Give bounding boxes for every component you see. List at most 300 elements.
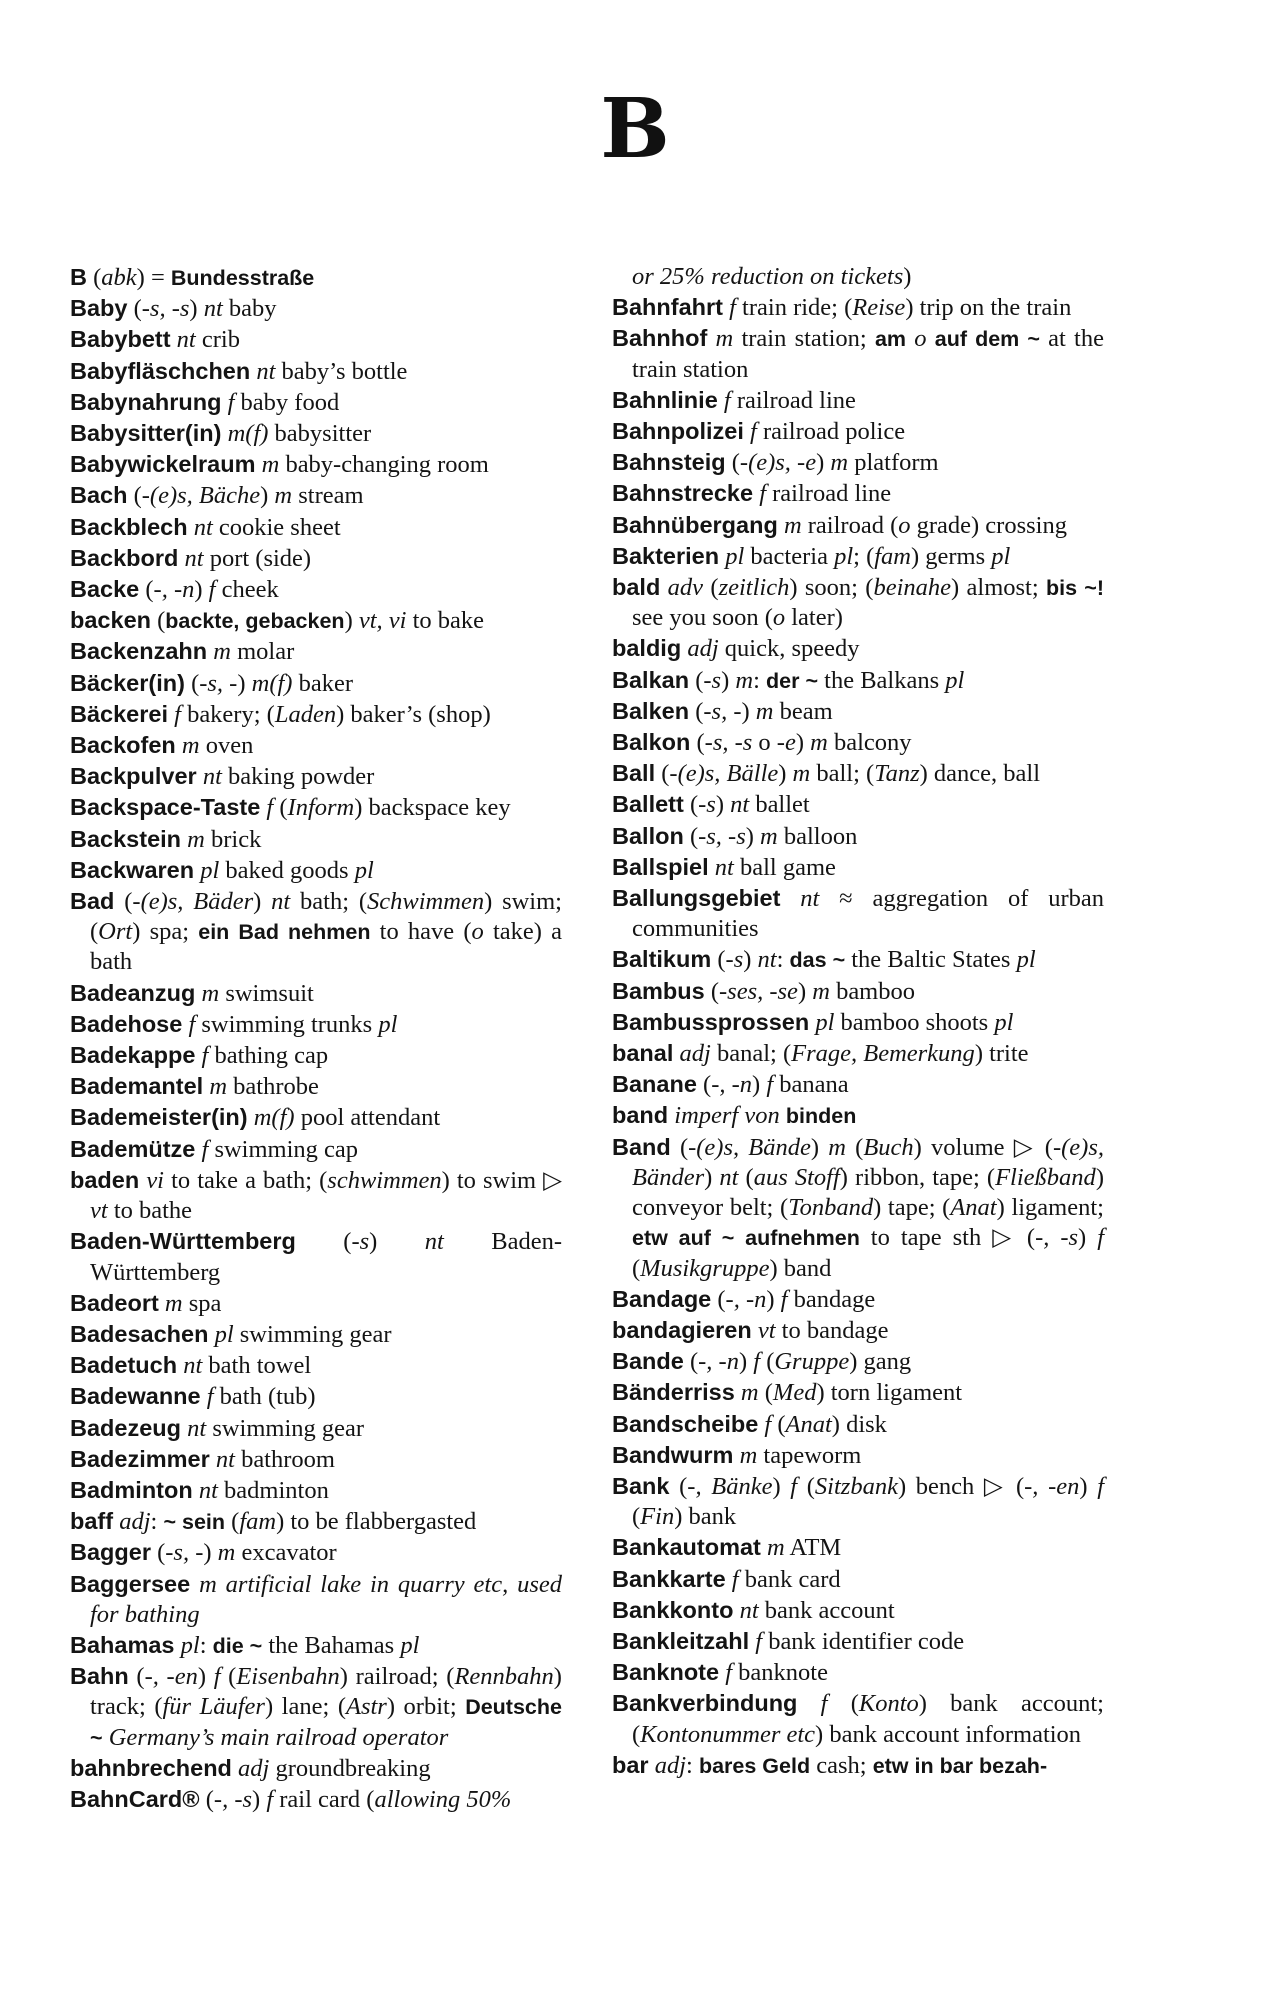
dictionary-entry: Backe (-, -n) f cheek bbox=[70, 576, 279, 604]
headword: Bande bbox=[612, 1348, 684, 1375]
dictionary-entry: Babybett nt crib bbox=[70, 326, 240, 354]
headword: Badewanne bbox=[70, 1383, 201, 1410]
italic-label: f bbox=[206, 1383, 214, 1411]
italic-label: adj bbox=[687, 635, 719, 663]
dictionary-entry: Bänderriss m (Med) torn ligament bbox=[612, 1379, 963, 1407]
dictionary-entry: baldig adj quick, speedy bbox=[612, 635, 860, 663]
dictionary-entry: Backblech nt cookie sheet bbox=[70, 513, 341, 541]
dictionary-entry: Bandscheibe f (Anat) disk bbox=[612, 1410, 887, 1438]
dictionary-entry: Backbord nt port (side) bbox=[70, 544, 312, 572]
italic-label: -, -n bbox=[711, 1071, 753, 1099]
headword: Bagger bbox=[70, 1539, 151, 1566]
headword: Bahn bbox=[70, 1663, 129, 1690]
italic-label: m bbox=[810, 729, 828, 757]
italic-label: Anat bbox=[785, 1410, 832, 1438]
italic-label: Fließband bbox=[995, 1163, 1096, 1191]
italic-label: nt bbox=[176, 326, 196, 354]
dictionary-entry: Badezimmer nt bathroom bbox=[70, 1445, 335, 1473]
italic-label: -, -n bbox=[153, 576, 195, 604]
italic-label: m(f) bbox=[253, 1104, 295, 1132]
italic-label: pl bbox=[991, 542, 1011, 570]
headword: Bahnübergang bbox=[612, 511, 778, 538]
headword: Backwaren bbox=[70, 856, 195, 883]
headword: Ballspiel bbox=[612, 853, 709, 880]
dictionary-entry: B (abk) = Bundesstraße bbox=[70, 264, 315, 291]
headword: bahnbrechend bbox=[70, 1754, 232, 1781]
dictionary-entry: BahnCard® (-, -s) f rail card (allowing 50% bbox=[70, 1785, 512, 1813]
dictionary-entry: Bankverbindung f (Konto) bank account; (Kontonummer etc) bank account information bbox=[612, 1690, 1104, 1748]
italic-label: -(e)s, Bände bbox=[688, 1133, 811, 1161]
italic-label: fam bbox=[239, 1508, 277, 1536]
dictionary-entry: Baby (-s, -s) nt baby bbox=[70, 295, 277, 323]
italic-label: -s, - bbox=[703, 697, 742, 725]
dictionary-entry: Baden-Württemberg (-s) nt Baden-Württemberg bbox=[70, 1228, 562, 1286]
italic-label: imperf von bbox=[674, 1102, 780, 1130]
italic-label: Rennbahn bbox=[454, 1663, 554, 1691]
dictionary-entry bbox=[612, 1100, 1104, 1131]
headword: bandagieren bbox=[612, 1316, 752, 1343]
italic-label: nt bbox=[184, 544, 204, 572]
dictionary-entry: Bandwurm m tapeworm bbox=[612, 1441, 862, 1469]
dictionary-entry: banal adj banal; (Frage, Bemerkung) trite bbox=[612, 1040, 1029, 1068]
italic-label: m bbox=[740, 1379, 759, 1407]
italic-label: m bbox=[187, 825, 205, 853]
headword: Baden-Württemberg bbox=[70, 1228, 296, 1255]
italic-label: f bbox=[1097, 1472, 1104, 1500]
italic-label: f bbox=[723, 386, 731, 414]
bold-phrase: die ~ bbox=[212, 1633, 263, 1658]
left-column bbox=[70, 262, 562, 1815]
dictionary-entry: Banknote f banknote bbox=[612, 1659, 828, 1687]
headword: Baggersee bbox=[70, 1570, 191, 1597]
italic-label: nt bbox=[187, 1414, 207, 1442]
bold-phrase: binden bbox=[785, 1104, 857, 1129]
italic-label: nt bbox=[739, 1596, 759, 1624]
bold-phrase: Deutsche ~ bbox=[90, 1695, 562, 1750]
dictionary-entry: Baltikum (-s) nt: das ~ the Baltic States pl bbox=[612, 946, 1036, 974]
italic-label: m bbox=[830, 449, 849, 477]
dictionary-entry: Bahnlinie f railroad line bbox=[612, 386, 856, 414]
headword: Bahamas bbox=[70, 1631, 175, 1658]
dictionary-entry: Bahnübergang m railroad (o grade) crossing bbox=[612, 511, 1067, 539]
dictionary-entry: Bademeister(in) m(f) pool attendant bbox=[70, 1104, 441, 1132]
italic-label: f bbox=[174, 700, 181, 728]
headword: Badehose bbox=[70, 1010, 183, 1037]
italic-label: f bbox=[790, 1472, 798, 1500]
italic-label: Kontonummer etc bbox=[640, 1720, 816, 1748]
dictionary-entry: Badetuch nt bath towel bbox=[70, 1352, 312, 1380]
italic-label: nt bbox=[183, 1352, 203, 1380]
headword: Bahnlinie bbox=[612, 386, 718, 413]
headword: band bbox=[612, 1102, 669, 1129]
dictionary-entry: Backstein m brick bbox=[70, 825, 262, 853]
italic-label: -, -n bbox=[698, 1348, 739, 1376]
dictionary-entry: or 25% reduction on tickets) bbox=[632, 263, 912, 290]
italic-label: m bbox=[767, 1534, 785, 1562]
dictionary-entry: Babyfläschchen nt baby’s bottle bbox=[70, 357, 408, 385]
italic-label: m(f) bbox=[251, 669, 293, 697]
italic-label: Gruppe bbox=[774, 1348, 850, 1376]
dictionary-entry: Bankleitzahl f bank identifier code bbox=[612, 1627, 965, 1655]
italic-label: f bbox=[266, 1785, 274, 1813]
headword: Baltikum bbox=[612, 946, 712, 973]
italic-label: -s, -s bbox=[704, 729, 753, 757]
italic-label: nt bbox=[719, 1163, 739, 1191]
headword: bald bbox=[612, 574, 661, 601]
dictionary-entry: Band (-(e)s, Bände) m (Buch) volume ▷ (-(e)s, Bänder) nt (aus Stoff) ribbon, tape; (Fließband) conveyor belt; (Tonband) tape; (Anat) ligament; etw auf ~ aufnehmen to tape sth ▷ (-, -s) f (Musikgruppe) band bbox=[612, 1133, 1104, 1282]
headword: Backspace-Taste bbox=[70, 794, 261, 821]
italic-label: Musikgruppe bbox=[640, 1254, 770, 1282]
dictionary-entry: backen (backte, gebacken) vt, vi to bake bbox=[70, 607, 485, 635]
headword: backen bbox=[70, 607, 151, 634]
italic-label: vt, vi bbox=[358, 607, 407, 635]
italic-label: o bbox=[914, 325, 927, 353]
italic-label: Ort bbox=[98, 918, 133, 946]
headword: Backblech bbox=[70, 513, 188, 540]
dictionary-entry: Ballungsgebiet nt ≈ aggregation of urban communities bbox=[612, 885, 1104, 943]
dictionary-entry: Bahnsteig (-(e)s, -e) m platform bbox=[612, 449, 939, 477]
italic-label: f bbox=[820, 1690, 828, 1718]
dictionary-entry: Balken (-s, -) m beam bbox=[612, 697, 833, 725]
headword: Balkan bbox=[612, 666, 690, 693]
dictionary-entry: Badekappe f bathing cap bbox=[70, 1042, 329, 1070]
italic-label: f bbox=[764, 1410, 772, 1438]
italic-label: f bbox=[780, 1285, 788, 1313]
italic-label: -s, -s bbox=[698, 822, 746, 850]
italic-label: -s bbox=[698, 791, 716, 819]
italic-label: m bbox=[181, 732, 200, 760]
dictionary-entry: baden vi to take a bath; (schwimmen) to swim ▷ vt to bathe bbox=[70, 1166, 563, 1225]
dictionary-entry: Badminton nt badminton bbox=[70, 1476, 329, 1504]
italic-label: f bbox=[731, 1565, 739, 1593]
headword: Backenzahn bbox=[70, 638, 208, 665]
headword: BahnCard® bbox=[70, 1785, 200, 1812]
italic-label: m bbox=[715, 325, 734, 353]
headword: bar bbox=[612, 1751, 649, 1778]
dictionary-entry: Ball (-(e)s, Bälle) m ball; (Tanz) dance, ball bbox=[612, 760, 1041, 788]
italic-label: nt bbox=[424, 1228, 444, 1256]
italic-label: pl bbox=[200, 856, 220, 884]
italic-label: nt bbox=[714, 853, 734, 881]
bold-phrase: etw in bar bezah- bbox=[872, 1753, 1048, 1778]
headword: Bankautomat bbox=[612, 1534, 761, 1561]
dictionary-entry: Badesachen pl swimming gear bbox=[70, 1320, 392, 1348]
italic-label: Inform bbox=[287, 794, 355, 822]
dictionary-entry: Bagger (-s, -) m excavator bbox=[70, 1539, 337, 1567]
italic-label: -, -s bbox=[1035, 1224, 1079, 1252]
headword: Bänderriss bbox=[612, 1379, 735, 1406]
dictionary-entry: Badeanzug m swimsuit bbox=[70, 979, 314, 1007]
headword: Badeort bbox=[70, 1289, 159, 1316]
italic-label: m bbox=[792, 760, 811, 788]
italic-label: m bbox=[213, 638, 231, 666]
italic-label: zeitlich bbox=[718, 574, 790, 602]
italic-label: nt bbox=[271, 888, 291, 916]
headword: Bademeister(in) bbox=[70, 1104, 248, 1131]
italic-label: Frage, Bemerkung bbox=[791, 1040, 975, 1068]
dictionary-entry: Bach (-(e)s, Bäche) m stream bbox=[70, 482, 364, 510]
italic-label: pl bbox=[945, 666, 965, 694]
italic-label: Reise bbox=[852, 294, 906, 322]
dictionary-entry: Bank (-, Bänke) f (Sitzbank) bench ▷ (-, -en) f (Fin) bank bbox=[612, 1472, 1104, 1531]
headword: Bakterien bbox=[612, 542, 720, 569]
headword: Bach bbox=[70, 482, 128, 509]
italic-label: pl bbox=[994, 1008, 1014, 1036]
italic-label: nt bbox=[202, 763, 222, 791]
italic-label: m bbox=[209, 1073, 228, 1101]
headword: Balken bbox=[612, 697, 690, 724]
headword: Band bbox=[612, 1133, 671, 1160]
italic-label: f bbox=[201, 1135, 209, 1163]
right-column bbox=[612, 262, 1104, 1781]
italic-label: -e bbox=[776, 729, 796, 757]
italic-label: nt bbox=[215, 1445, 235, 1473]
italic-label: adj bbox=[119, 1508, 151, 1536]
italic-label: Anat bbox=[950, 1194, 997, 1222]
italic-label: nt bbox=[198, 1476, 218, 1504]
italic-label: -s, - bbox=[199, 669, 238, 697]
italic-label: nt bbox=[203, 295, 223, 323]
headword: Bahnfahrt bbox=[612, 294, 723, 321]
italic-label: Eisenbahn bbox=[236, 1663, 340, 1691]
dictionary-entry: Bandage (-, -n) f bandage bbox=[612, 1285, 876, 1313]
italic-label: f bbox=[1097, 1224, 1104, 1252]
italic-label: f bbox=[227, 388, 235, 416]
dictionary-entry: Badehose f swimming trunks pl bbox=[70, 1010, 398, 1038]
bold-phrase: der ~ bbox=[766, 668, 819, 693]
headword: Babysitter(in) bbox=[70, 420, 222, 447]
italic-label: o bbox=[471, 918, 484, 946]
bold-phrase: ~ sein bbox=[163, 1510, 226, 1535]
italic-label: f bbox=[266, 794, 274, 822]
headword: Bambus bbox=[612, 977, 705, 1004]
dictionary-entry: Bäckerei f bakery; (Laden) baker’s (shop) bbox=[70, 700, 491, 728]
italic-label: adj bbox=[679, 1040, 711, 1068]
headword: Bahnsteig bbox=[612, 449, 726, 476]
italic-label: -, -en bbox=[1024, 1472, 1080, 1500]
italic-label: m bbox=[812, 977, 830, 1005]
italic-label: m bbox=[739, 1441, 758, 1469]
headword: Badezimmer bbox=[70, 1445, 210, 1472]
italic-label: or 25% reduction on tickets bbox=[632, 263, 904, 290]
dictionary-entry: bar adj: bares Geld cash; etw in bar bezah- bbox=[612, 1751, 1048, 1779]
headword: baden bbox=[70, 1166, 140, 1193]
headword: Bankkonto bbox=[612, 1596, 734, 1623]
italic-label: m bbox=[755, 697, 774, 725]
headword: Backe bbox=[70, 576, 140, 603]
headword: Bademantel bbox=[70, 1073, 204, 1100]
italic-label: f bbox=[755, 1627, 763, 1655]
dictionary-entry: Bahnfahrt f train ride; (Reise) trip on the train bbox=[612, 294, 1072, 322]
headword: banal bbox=[612, 1040, 674, 1067]
bold-phrase: backte, gebacken bbox=[165, 609, 345, 634]
dictionary-entry: Badeort m spa bbox=[70, 1289, 222, 1317]
headword: Bahnpolizei bbox=[612, 418, 744, 445]
headword: Balkon bbox=[612, 729, 691, 756]
italic-label: -s, -s bbox=[141, 295, 190, 323]
italic-label: f bbox=[213, 1663, 221, 1691]
italic-label: -s bbox=[703, 666, 722, 694]
headword: Bandage bbox=[612, 1285, 712, 1312]
headword: Badeanzug bbox=[70, 979, 196, 1006]
italic-label: nt bbox=[800, 885, 820, 913]
headword: Babybett bbox=[70, 326, 171, 353]
dictionary-entry: Backofen m oven bbox=[70, 732, 254, 760]
italic-label: -s bbox=[351, 1228, 370, 1256]
italic-label: pl bbox=[834, 542, 854, 570]
headword: Backofen bbox=[70, 732, 176, 759]
headword: Bankverbindung bbox=[612, 1690, 798, 1717]
headword: Babyfläschchen bbox=[70, 357, 251, 384]
dictionary-entry: Bande (-, -n) f (Gruppe) gang bbox=[612, 1348, 912, 1376]
italic-label: f bbox=[750, 418, 757, 446]
italic-label: m bbox=[217, 1539, 236, 1567]
italic-label: m bbox=[201, 979, 220, 1007]
italic-label: adv bbox=[667, 574, 704, 602]
dictionary-entry: Bahn (-, -en) f (Eisenbahn) railroad; (Rennbahn) track; (für Läufer) lane; (Astr) orbit; Deutsche ~ Germany’s main railroad operator bbox=[70, 1663, 562, 1751]
dictionary-entry: Babynahrung f baby food bbox=[70, 388, 340, 416]
headword: Bank bbox=[612, 1472, 670, 1499]
dictionary-entry: Banane (-, -n) f banana bbox=[612, 1071, 849, 1099]
section-letter: B bbox=[600, 81, 670, 177]
headword: Babywickelraum bbox=[70, 451, 256, 478]
italic-label: -, -en bbox=[144, 1663, 198, 1691]
italic-label: -(e)s, Bälle bbox=[669, 760, 779, 788]
dictionary-entry: Bahnstrecke f railroad line bbox=[612, 480, 892, 508]
dictionary-entry: Bahnhof m train station; am o auf dem ~ at the train station bbox=[612, 325, 1104, 383]
italic-label: fam bbox=[874, 542, 911, 570]
italic-label: nt bbox=[193, 513, 213, 541]
italic-label: pl bbox=[214, 1320, 234, 1348]
italic-label: nt bbox=[757, 946, 777, 974]
bold-phrase: Bundesstraße bbox=[170, 266, 315, 290]
headword: Banane bbox=[612, 1071, 697, 1098]
headword: Baby bbox=[70, 295, 128, 322]
italic-label: Fin bbox=[640, 1503, 675, 1531]
italic-label: pl bbox=[400, 1631, 420, 1659]
italic-label: o bbox=[772, 604, 786, 632]
italic-label: f bbox=[208, 576, 216, 604]
headword: Bambussprossen bbox=[612, 1008, 810, 1035]
headword: Ballungsgebiet bbox=[612, 885, 781, 912]
headword: Bankleitzahl bbox=[612, 1627, 750, 1654]
bold-phrase: ein Bad nehmen bbox=[198, 920, 371, 945]
italic-label: m bbox=[828, 1133, 846, 1161]
headword: Bahnhof bbox=[612, 325, 708, 352]
dictionary-entry: Badezeug nt swimming gear bbox=[70, 1414, 365, 1442]
headword: Ballett bbox=[612, 791, 684, 818]
italic-label: Astr bbox=[346, 1693, 387, 1721]
italic-label: f bbox=[759, 480, 767, 508]
dictionary-entry: bald adv (zeitlich) soon; (beinahe) almost; bis ~! see you soon (o later) bbox=[612, 574, 1104, 632]
italic-label: -, Bänke bbox=[687, 1472, 773, 1500]
dictionary-entry: Backpulver nt baking powder bbox=[70, 763, 375, 791]
italic-label: f bbox=[766, 1071, 774, 1099]
italic-label: für Läufer bbox=[162, 1693, 265, 1721]
italic-label: m bbox=[164, 1289, 183, 1317]
bold-phrase: bis ~! bbox=[1046, 576, 1104, 601]
headword: Badetuch bbox=[70, 1352, 178, 1379]
headword: baldig bbox=[612, 635, 682, 662]
italic-label: Tonband bbox=[788, 1194, 874, 1222]
italic-label: f bbox=[753, 1348, 761, 1376]
dictionary-entry: Babysitter(in) m(f) babysitter bbox=[70, 420, 372, 448]
italic-label: Med bbox=[772, 1379, 817, 1407]
headword: Badekappe bbox=[70, 1042, 196, 1069]
italic-label: -s bbox=[725, 946, 744, 974]
italic-label: pl bbox=[180, 1631, 200, 1659]
dictionary-entry: Backenzahn m molar bbox=[70, 638, 295, 666]
italic-label: adj bbox=[238, 1754, 270, 1782]
italic-label: o bbox=[898, 511, 911, 539]
bold-phrase: bares Geld bbox=[698, 1753, 811, 1778]
headword: Bad bbox=[70, 888, 115, 915]
dictionary-entry: Bankkarte f bank card bbox=[612, 1565, 841, 1593]
dictionary-entry: Ballett (-s) nt ballet bbox=[612, 791, 810, 819]
italic-label: abk bbox=[101, 264, 137, 291]
italic-label: pl bbox=[1016, 946, 1036, 974]
headword: Bademütze bbox=[70, 1135, 196, 1162]
dictionary-entry: Bademütze f swimming cap bbox=[70, 1135, 359, 1163]
italic-label: pl bbox=[378, 1010, 398, 1038]
italic-label: -s, - bbox=[165, 1539, 204, 1567]
italic-label: m bbox=[261, 451, 280, 479]
headword: Bäckerei bbox=[70, 700, 168, 727]
italic-label: f bbox=[201, 1042, 209, 1070]
dictionary-entry: Bad (-(e)s, Bäder) nt bath; (Schwimmen) swim; (Ort) spa; ein Bad nehmen to have (o take) a bath bbox=[70, 888, 563, 976]
dictionary-entry: Balkan (-s) m: der ~ the Balkans pl bbox=[612, 666, 965, 694]
italic-label: vt bbox=[757, 1316, 776, 1344]
italic-label: m(f) bbox=[227, 420, 269, 448]
italic-label: aus Stoff bbox=[753, 1163, 840, 1191]
italic-label: Tanz bbox=[874, 760, 920, 788]
italic-label: -, -s bbox=[213, 1785, 253, 1813]
headword: Babynahrung bbox=[70, 388, 222, 415]
headword: Badesachen bbox=[70, 1320, 209, 1347]
dictionary-entry: Ballspiel nt ball game bbox=[612, 853, 836, 881]
italic-label: nt bbox=[730, 791, 750, 819]
italic-label: m bbox=[735, 666, 754, 694]
headword: Bankkarte bbox=[612, 1565, 726, 1592]
dictionary-entry: Badewanne f bath (tub) bbox=[70, 1383, 316, 1411]
dictionary-entry: Bankkonto nt bank account bbox=[612, 1596, 895, 1624]
italic-label: m bbox=[783, 511, 802, 539]
italic-label: Sitzbank bbox=[814, 1472, 898, 1500]
dictionary-entry: Bambus (-ses, -se) m bamboo bbox=[612, 977, 915, 1005]
italic-label: Konto bbox=[858, 1690, 919, 1718]
dictionary-entry: Backwaren pl baked goods pl bbox=[70, 856, 374, 884]
italic-label: f bbox=[729, 294, 736, 322]
italic-label: -, -n bbox=[725, 1285, 767, 1313]
italic-label: m bbox=[760, 822, 778, 850]
headword: Badminton bbox=[70, 1476, 193, 1503]
bold-phrase: auf dem ~ bbox=[934, 327, 1040, 352]
italic-label: -(e)s, Bänder bbox=[632, 1133, 1104, 1191]
italic-label: vi bbox=[146, 1166, 164, 1194]
italic-label: vt bbox=[90, 1197, 108, 1225]
dictionary-entry: Bademantel m bathrobe bbox=[70, 1073, 319, 1101]
headword: Bandscheibe bbox=[612, 1410, 759, 1437]
italic-label: m bbox=[274, 482, 293, 510]
dictionary-entry: Bankautomat m ATM bbox=[612, 1534, 842, 1562]
headword: Bandwurm bbox=[612, 1441, 734, 1468]
italic-label: -(e)s, -e bbox=[739, 449, 817, 477]
headword: Bahnstrecke bbox=[612, 480, 754, 507]
bold-phrase: das ~ bbox=[789, 948, 846, 973]
headword: Badezeug bbox=[70, 1414, 181, 1441]
italic-label: adj bbox=[654, 1751, 687, 1779]
bold-phrase: am bbox=[874, 327, 907, 352]
